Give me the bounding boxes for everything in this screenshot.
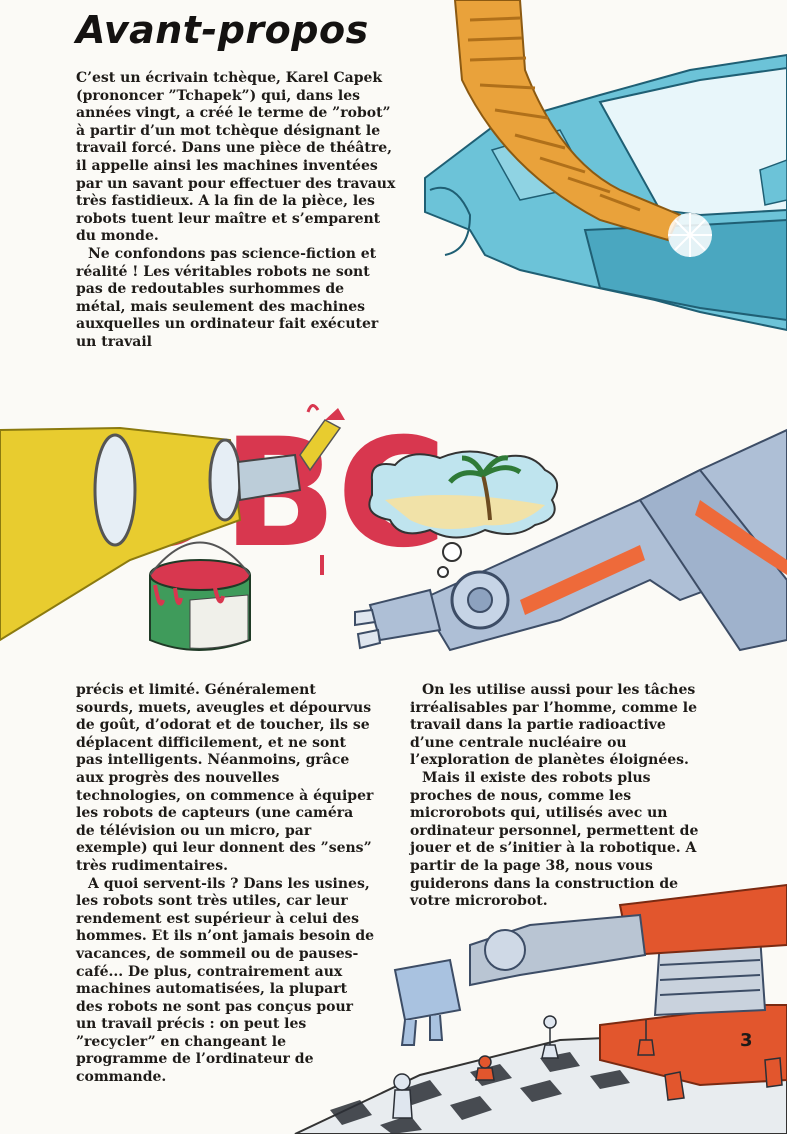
left-paragraph-1: précis et limité. Généralement sourds, muets, aveugles et dépourvus de goût, d’odorat et de toucher, ils se déplacent difficilement, et ne sont pas intelligents. Néanmoins, grâce aux progrès des nouvelles technologies, on commence à équiper les robots de capteurs (une caméra de télévision ou un micro, par exemple) qui leur donnent des ”sens” très rudimentaires. <box>76 682 374 874</box>
left-column-text <box>76 682 376 1087</box>
left-paragraph-2: A quoi servent-ils ? Dans les usines, les robots sont très utiles, car leur rendement est supérieur à celui des hommes. Et ils n’ont jamais besoin de vacances, de sommeil ou de pauses-café... De plus, contrairement aux machines automatisées, la plupart des robots ne sont pas conçus pour un travail précis : on peut les ”recycler” en changeant le programme de l’ordinateur de commande. <box>76 875 375 1086</box>
page-title: Avant-propos <box>76 8 369 52</box>
intro-paragraph-1: C’est un écrivain tchèque, Karel Capek (prononcer ”Tchapek”) qui, dans les années vingt, a créé le terme de ”robot” à partir d’un mot tchèque désignant le travail forcé. Dans une pièce de théâtre, il appelle ainsi les machines inventées par un savant pour effectuer des travaux très fastidieux. A la fin de la pièce, les robots tuent leur maître et s’emparent du monde. <box>76 70 396 245</box>
right-column-text <box>410 682 712 911</box>
intro-paragraph-2: Ne confondons pas science-fiction et réalité ! Les véritables robots ne sont pas de redoutables surhommes de métal, mais seulement des machines auxquelles un ordinateur fait exécuter un travail <box>76 245 379 350</box>
right-paragraph-2: Mais il existe des robots plus proches de nous, comme les microrobots qui, utilisés avec un ordinateur personnel, permettent de jouer et de s’initier à la robotique. A partir de la page 38, nous vous guiderons dans la construction de votre microrobot. <box>410 769 699 910</box>
page-number: 3 <box>740 1030 753 1051</box>
car-welding-illustration <box>425 0 787 330</box>
right-paragraph-1: On les utilise aussi pour les tâches irréalisables par l’homme, comme le travail dans la partie radioactive d’une centrale nucléaire ou l’exploration de planètes éloignées. <box>410 682 698 769</box>
intro-text <box>76 70 396 352</box>
